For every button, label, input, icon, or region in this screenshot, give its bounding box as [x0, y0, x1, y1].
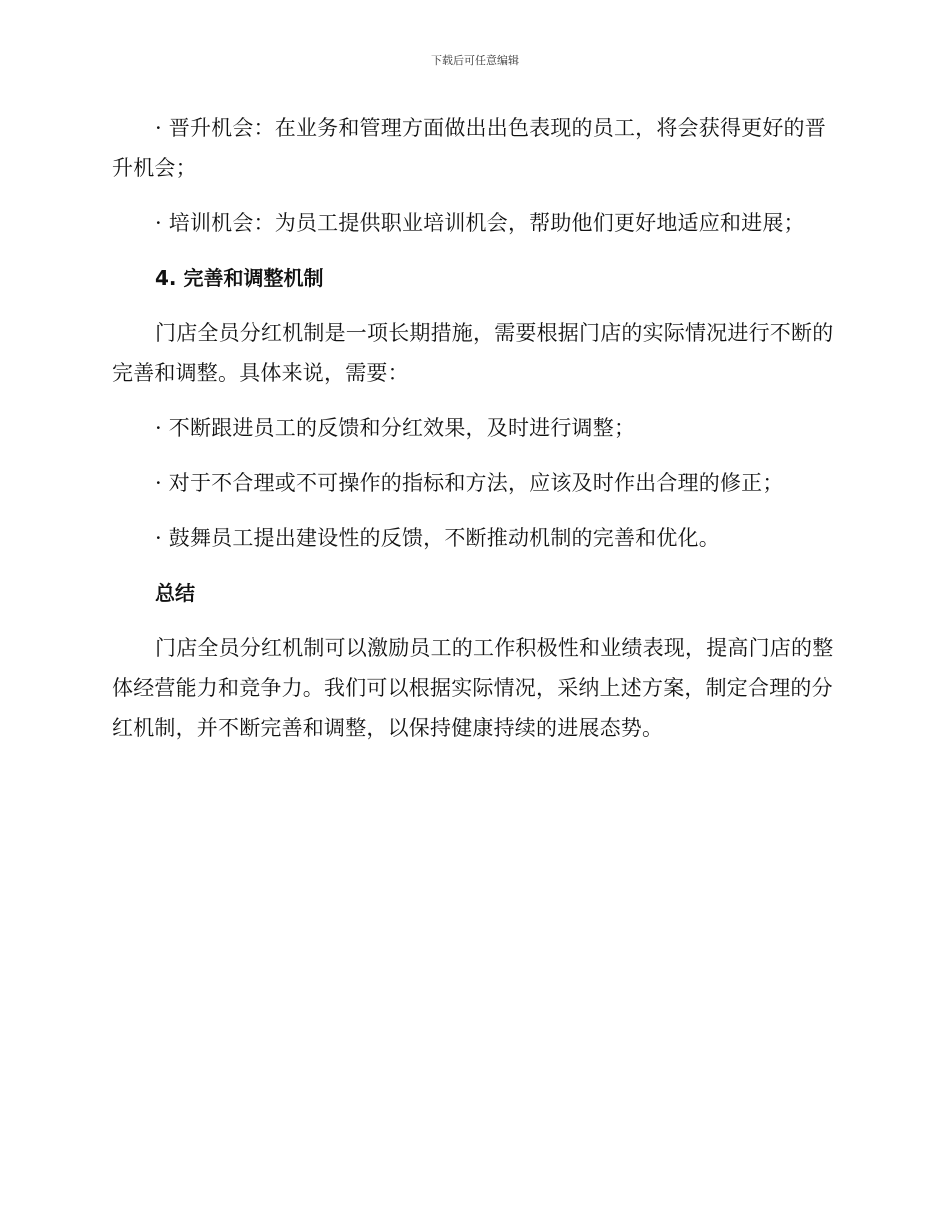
- bullet-correction: · 对于不合理或不可操作的指标和方法，应该及时作出合理的修正；: [155, 471, 784, 495]
- page-header: 下载后可任意编辑: [431, 54, 519, 67]
- bullet-feedback: · 不断跟进员工的反馈和分红效果，及时进行调整；: [155, 416, 636, 440]
- document-body: [112, 108, 834, 763]
- paragraph-summary: 门店全员分红机制可以激励员工的工作积极性和业绩表现，提高门店的整体经营能力和竞争力。我们可以根据实际情况，采纳上述方案，制定合理的分红机制，并不断完善和调整，以保持健康持续的进展态势。: [112, 636, 834, 740]
- bullet-promotion: · 晋升机会：在业务和管理方面做出出色表现的员工，将会获得更好的晋升机会；: [112, 116, 826, 180]
- bullet-encourage: · 鼓舞员工提出建设性的反馈，不断推动机制的完善和优化。: [155, 526, 720, 550]
- section-heading-summary: 总结: [155, 581, 195, 605]
- paragraph-improve-intro: 门店全员分红机制是一项长期措施，需要根据门店的实际情况进行不断的完善和调整。具体来说，需要：: [112, 321, 834, 385]
- bullet-training: · 培训机会：为员工提供职业培训机会，帮助他们更好地适应和进展；: [155, 211, 805, 235]
- section-heading-improve: 4. 完善和调整机制: [155, 266, 324, 290]
